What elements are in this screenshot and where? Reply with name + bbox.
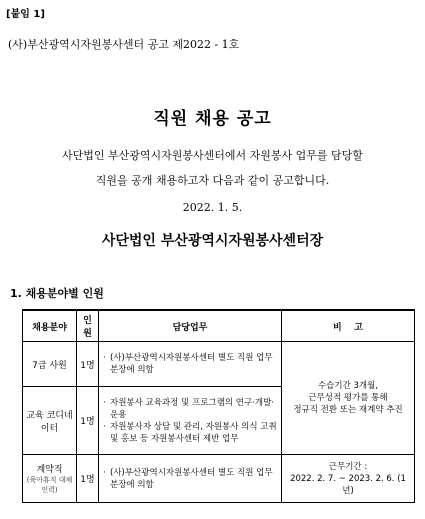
remark-contract	[282, 455, 415, 503]
row-count: 1명	[77, 455, 99, 503]
row-field: 7급 사원	[23, 342, 77, 387]
intro-line-1: 사단법인 부산광역시자원봉사센터에서 자원봉사 업무를 담당할	[62, 149, 363, 162]
remark-shared	[282, 342, 415, 455]
duty-item: · 자원봉사자 상담 및 관리, 자원봉사 의식 고취 및 홍보 등 자원봉사센터 제반 업무	[110, 421, 278, 445]
duty-item: · (사)부산광역시자원봉사센터 별도 직원 업무분장에 의함	[110, 467, 278, 491]
remark-line: 정규직 전환 또는 재계약 추진	[293, 405, 403, 415]
attachment-tag: [붙임 1]	[6, 9, 45, 20]
page-title: 직원 채용 공고	[153, 109, 272, 129]
row-field: 교육 코디네이터	[23, 387, 77, 455]
section-title: 1. 채용분야별 인원	[10, 287, 104, 300]
row-count: 1명	[77, 342, 99, 387]
notice-number: (사)부산광역시자원봉사센터 공고 제2022 - 1호	[8, 38, 240, 51]
row-count: 1명	[77, 387, 99, 455]
field-name: 계약직	[36, 465, 63, 475]
row-duties	[99, 387, 282, 455]
field-note: (육아휴직 대체인력)	[26, 476, 73, 494]
remark-line: 근무기간 :	[328, 461, 368, 472]
remark-line: 2022. 2. 7. ~ 2023. 2. 6. (1년)	[290, 473, 406, 496]
header-count: 인원	[77, 310, 99, 342]
notice-date: 2022. 1. 5.	[182, 201, 243, 214]
recruitment-table	[22, 309, 415, 503]
header-duties: 담당업무	[99, 310, 282, 342]
header-remarks: 비 고	[282, 310, 415, 342]
row-duties	[99, 342, 282, 387]
duty-item: · 자원봉사 교육과정 및 프로그램의 연구·개발·운용	[110, 397, 278, 421]
duty-item: · (사)부산광역시자원봉사센터 별도 직원 업무분장에 의함	[110, 352, 278, 376]
header-field: 채용분야	[23, 310, 77, 342]
table-header-row	[23, 310, 415, 342]
table-row	[23, 455, 415, 503]
table-row	[23, 342, 415, 387]
remark-line: 수습기간 3개월,	[317, 381, 379, 391]
row-duties	[99, 455, 282, 503]
organization-name: 사단법인 부산광역시자원봉사센터장	[101, 233, 324, 249]
remark-line: 근무성적 평가를 통해	[308, 393, 388, 403]
row-field	[23, 455, 77, 503]
intro-line-2: 직원을 공개 채용하고자 다음과 같이 공고합니다.	[95, 174, 330, 187]
